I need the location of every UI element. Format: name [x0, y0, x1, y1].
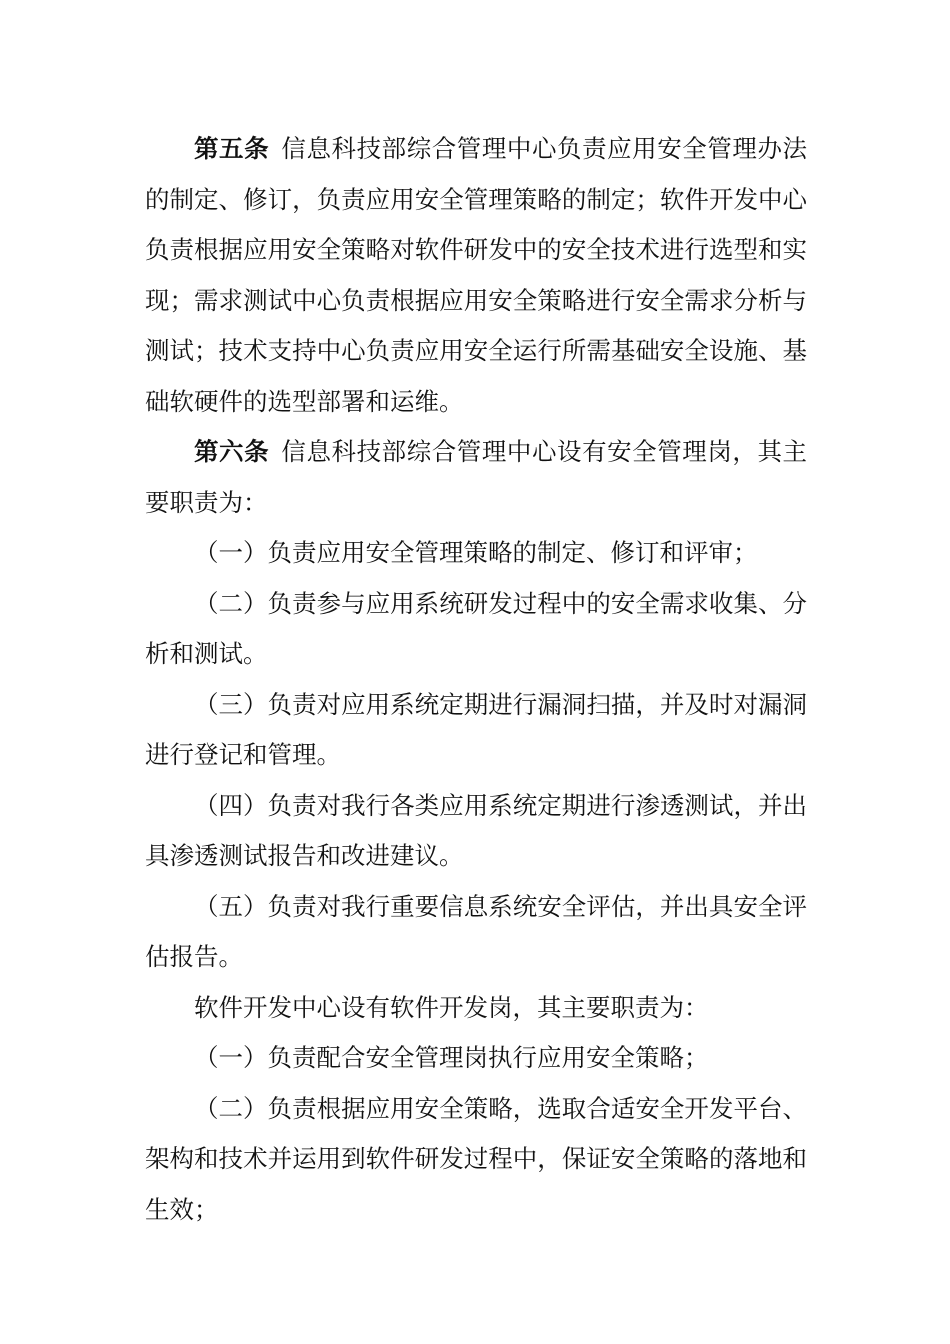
document-body — [145, 124, 807, 1235]
article-5-text: 信息科技部综合管理中心负责应用安全管理办法的制定、修订，负责应用安全管理策略的制定；软件开发中心负责根据应用安全策略对软件研发中的安全技术进行选型和实现；需求测试中心负责根据应用安全策略进行安全需求分析与测试；技术支持中心负责应用安全运行所需基础安全设施、基础软硬件的选型部署和运维。 — [145, 134, 808, 416]
security-duty-item: （一）负责应用安全管理策略的制定、修订和评审； — [194, 538, 758, 567]
article-6-heading: 第六条 — [194, 437, 270, 466]
article-5-paragraph — [145, 124, 807, 427]
dev-center-intro: 软件开发中心设有软件开发岗，其主要职责为： — [194, 992, 709, 1022]
article-6-paragraph — [145, 427, 807, 528]
dev-duty-item: （一）负责配合安全管理岗执行应用安全策略； — [194, 1043, 709, 1072]
article-5-heading: 第五条 — [194, 134, 270, 163]
security-duty-item: （五）负责对我行重要信息系统安全评估，并出具安全评估报告。 — [145, 891, 807, 971]
security-duty-item: （三）负责对应用系统定期进行漏洞扫描，并及时对漏洞进行登记和管理。 — [145, 689, 807, 769]
security-duty-item: （四）负责对我行各类应用系统定期进行渗透测试，并出具渗透测试报告和改进建议。 — [145, 790, 807, 870]
article-6-text: 信息科技部综合管理中心设有安全管理岗，其主要职责为： — [145, 437, 808, 517]
dev-duty-item: （二）负责根据应用安全策略，选取合适安全开发平台、架构和技术并运用到软件研发过程中，保证安全策略的落地和生效； — [145, 1093, 807, 1224]
security-duty-item: （二）负责参与应用系统研发过程中的安全需求收集、分析和测试。 — [145, 588, 807, 668]
